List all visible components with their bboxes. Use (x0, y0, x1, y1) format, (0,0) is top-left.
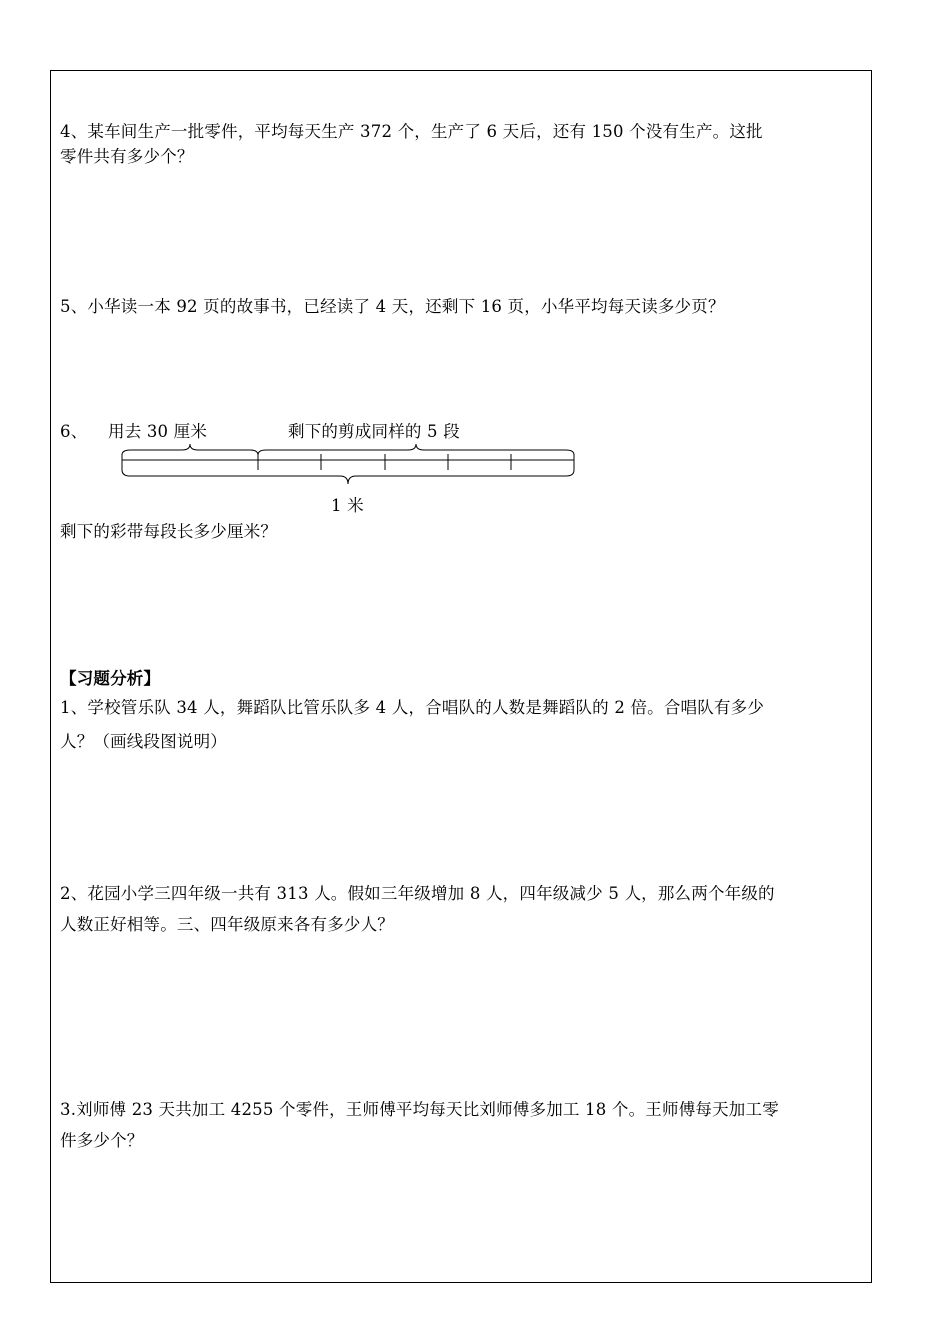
remaining-segments-label: 剩下的剪成同样的 5 段 (288, 422, 460, 441)
total-length-label: 1 米 (331, 496, 364, 515)
problem-6-question: 剩下的彩带每段长多少厘米？ (60, 522, 278, 541)
remaining-portion-brace (258, 444, 574, 455)
analysis-heading: 【习题分析】 (60, 669, 161, 688)
analysis-q1-line-1: 1、学校管乐队 34 人，舞蹈队比管乐队多 4 人，合唱队的人数是舞蹈队的 2 倍。合唱队有多少 (60, 698, 765, 717)
problem-5-line-1: 5、小华读一本 92 页的故事书，已经读了 4 天，还剩下 16 页，小华平均每天读多少页？ (60, 297, 725, 316)
total-length-brace (122, 470, 574, 484)
used-portion-brace (122, 444, 258, 455)
problem-4-line-1: 4、某车间生产一批零件，平均每天生产 372 个，生产了 6 天后，还有 150 个没有生产。这批 (60, 122, 763, 141)
analysis-q3-line-1: 3.刘师傅 23 天共加工 4255 个零件，王师傅平均每天比刘师傅多加工 18 个。王师傅每天加工零 (60, 1100, 779, 1119)
problem-6-number: 6、 (60, 422, 88, 441)
analysis-q2-line-2: 人数正好相等。三、四年级原来各有多少人？ (60, 915, 394, 934)
problem-4-line-2: 零件共有多少个？ (60, 147, 194, 166)
analysis-q2-line-1: 2、花园小学三四年级一共有 313 人。假如三年级增加 8 人，四年级减少 5 人，那么两个年级的 (60, 884, 775, 903)
analysis-q1-line-2: 人？（画线段图说明） (60, 732, 227, 751)
analysis-q3-line-2: 件多少个？ (60, 1131, 144, 1150)
used-length-label: 用去 30 厘米 (108, 422, 208, 441)
